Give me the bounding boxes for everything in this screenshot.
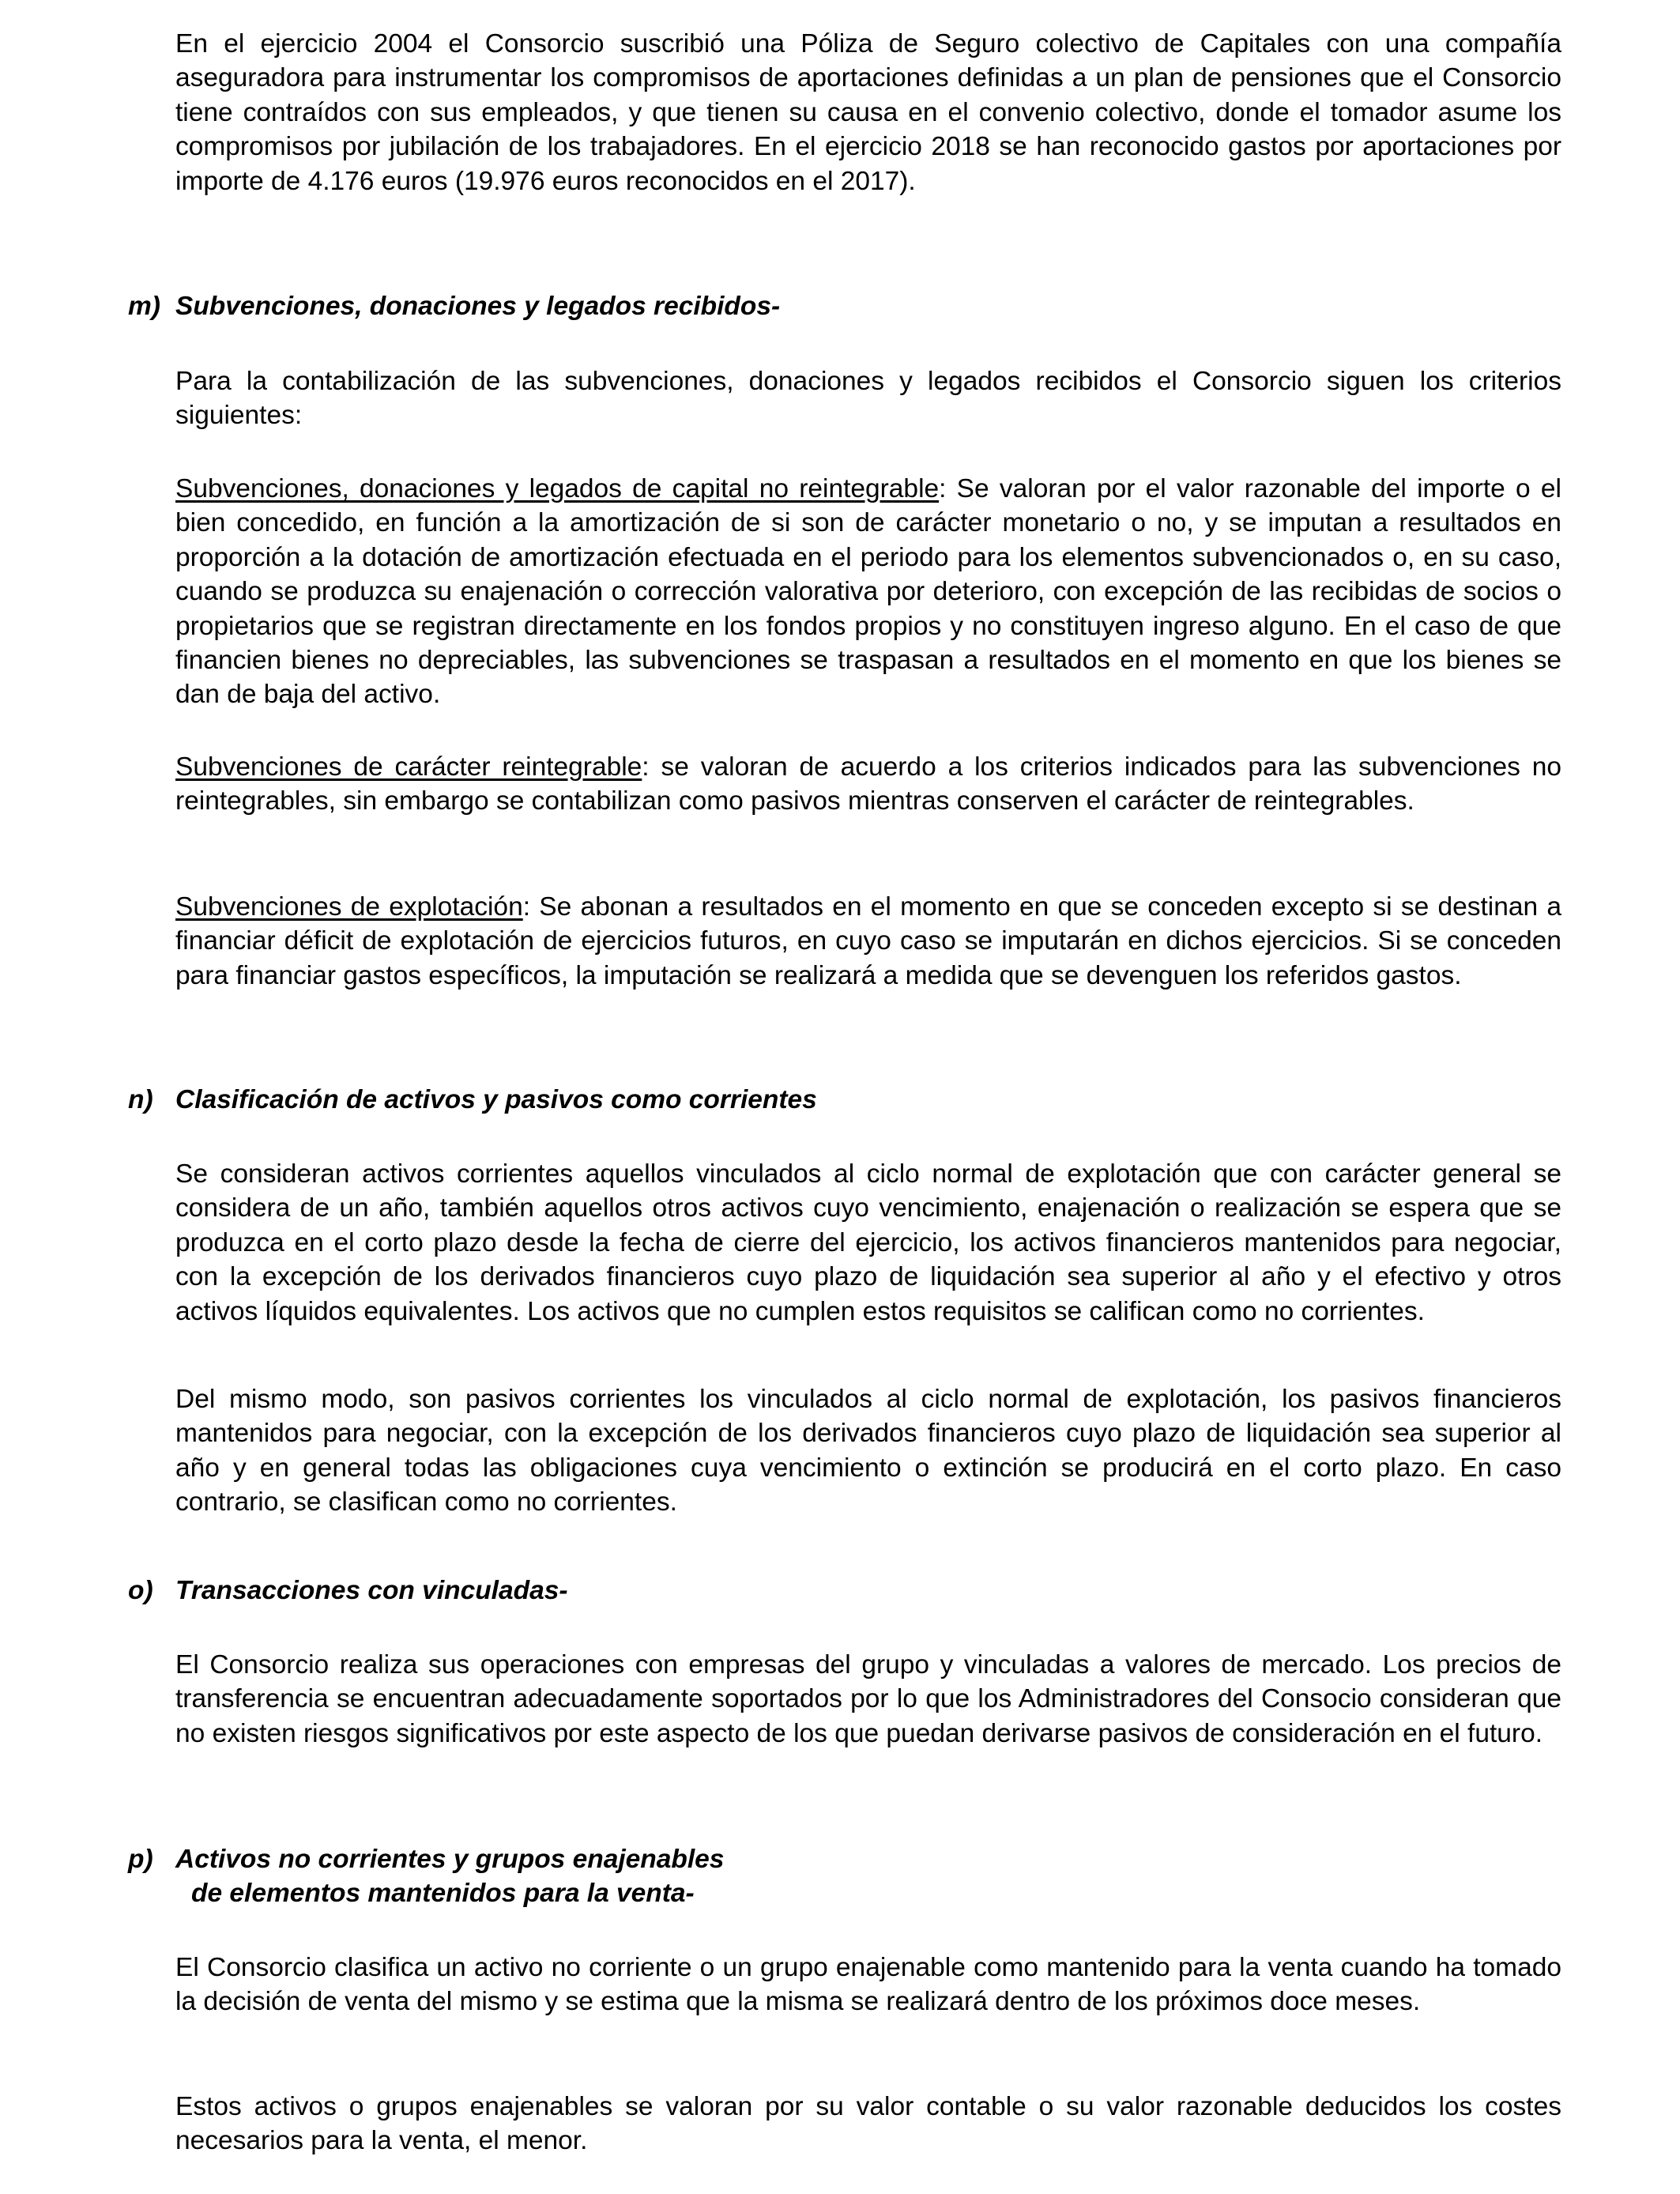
section-title-continuation: de elementos mantenidos para la venta- (191, 1879, 695, 1909)
section-letter: n) (128, 1085, 153, 1114)
paragraph-refundable-subsidies (175, 750, 1561, 819)
paragraph-held-for-sale-classification: El Consorcio clasifica un activo no corriente o un grupo enajenable como mantenido para la venta cuando ha tomado la decisión de venta del mismo y se estima que la misma se realizará dentro de los próximos doce meses. (175, 1953, 1561, 2017)
section-title: Subvenciones, donaciones y legados recibidos- (175, 292, 781, 321)
paragraph-held-for-sale-valuation: Estos activos o grupos enajenables se valoran por su valor contable o su valor razonable deducidos los costes necesarios para la venta, el menor. (175, 2092, 1561, 2156)
paragraph-related-transactions: El Consorcio realiza sus operaciones con empresas del grupo y vinculadas a valores de mercado. Los precios de transferencia se encuentran adecuadamente soportados por lo que los Administradores del Consocio consideran que no existen riesgos significativos por este aspecto de los que puedan derivarse pasivos de consideración en el futuro. (175, 1650, 1561, 1748)
definition-capital-subsidies: : Se valoran por el valor razonable del importe o el bien concedido, en función a la amortización de si son de carácter monetario o no, y se imputan a resultados en proporción a la dotación de amortización efectuada en el periodo para los elementos subvencionados o, en su caso, cuando se produzca su enajenación o corrección valorativa por deterioro, con excepción de las recibidas de socios o propietarios que se registran directamente en los fondos propios y no constituyen ingreso alguno. En el caso de que financien bienes no depreciables, las subvenciones se traspasan a resultados en el momento en que los bienes se dan de baja del activo. (175, 474, 1561, 710)
paragraph-subsidies-intro: Para la contabilización de las subvenciones, donaciones y legados recibidos el Consorcio siguen los criterios siguientes: (175, 367, 1561, 431)
section-heading-m (128, 289, 780, 323)
paragraph-current-liabilities: Del mismo modo, son pasivos corrientes los vinculados al ciclo normal de explotación, los pasivos financieros mantenidos para negociar, con la excepción de los derivados financieros cuyo plazo de liquidación sea superior al año y en general todas las obligaciones cuya vencimiento o extinción se producirá en el corto plazo. En caso contrario, se clasifican como no corrientes. (175, 1385, 1561, 1517)
paragraph-pension-insurance: En el ejercicio 2004 el Consorcio suscribió una Póliza de Seguro colectivo de Capitales con una compañía aseguradora para instrumentar los compromisos de aportaciones definidas a un plan de pensiones que el Consorcio tiene contraídos con sus empleados, y que tienen su causa en el convenio colectivo, donde el tomador asume los compromisos por jubilación de los trabajadores. En el ejercicio 2018 se han reconocido gastos por aportaciones por importe de 4.176 euros (19.976 euros reconocidos en el 2017). (175, 29, 1561, 196)
term-refundable-subsidies: Subvenciones de carácter reintegrable (175, 752, 642, 782)
paragraph-current-assets: Se consideran activos corrientes aquellos vinculados al ciclo normal de explotación que con carácter general se considera de un año, también aquellos otros activos cuyo vencimiento, enajenación o realización se espera que se produzca en el corto plazo desde la fecha de cierre del ejercicio, los activos financieros mantenidos para negociar, con la excepción de los derivados financieros cuyo plazo de liquidación sea superior al año y el efectivo y otros activos líquidos equivalentes. Los activos que no cumplen estos requisitos se califican como no corrientes. (175, 1159, 1561, 1326)
section-heading-o (128, 1574, 568, 1608)
paragraph-operating-subsidies (175, 890, 1561, 993)
term-capital-subsidies: Subvenciones, donaciones y legados de capital no reintegrable (175, 474, 940, 503)
section-title: Clasificación de activos y pasivos como corrientes (175, 1085, 817, 1114)
section-letter: m) (128, 292, 160, 321)
definition-operating-subsidies: : Se abonan a resultados en el momento en que se conceden excepto si se destinan a financiar déficit de explotación de ejercicios futuros, en cuyo caso se imputarán en dichos ejercicios. Si se conceden para financiar gastos específicos, la imputación se realizará a medida que se devenguen los referidos gastos. (175, 892, 1561, 990)
term-operating-subsidies: Subvenciones de explotación (175, 892, 523, 922)
definition-refundable-subsidies: : se valoran de acuerdo a los criterios indicados para las subvenciones no reintegrables, sin embargo se contabilizan como pasivos mientras conserven el carácter de reintegrables. (175, 752, 1561, 816)
section-letter: p) (128, 1845, 153, 1874)
paragraph-capital-subsidies (175, 472, 1561, 712)
section-heading-n (128, 1083, 817, 1117)
section-heading-p (128, 1842, 724, 1911)
section-title: Activos no corrientes y grupos enajenables (175, 1845, 725, 1874)
section-title: Transacciones con vinculadas- (175, 1576, 568, 1605)
section-letter: o) (128, 1576, 153, 1605)
